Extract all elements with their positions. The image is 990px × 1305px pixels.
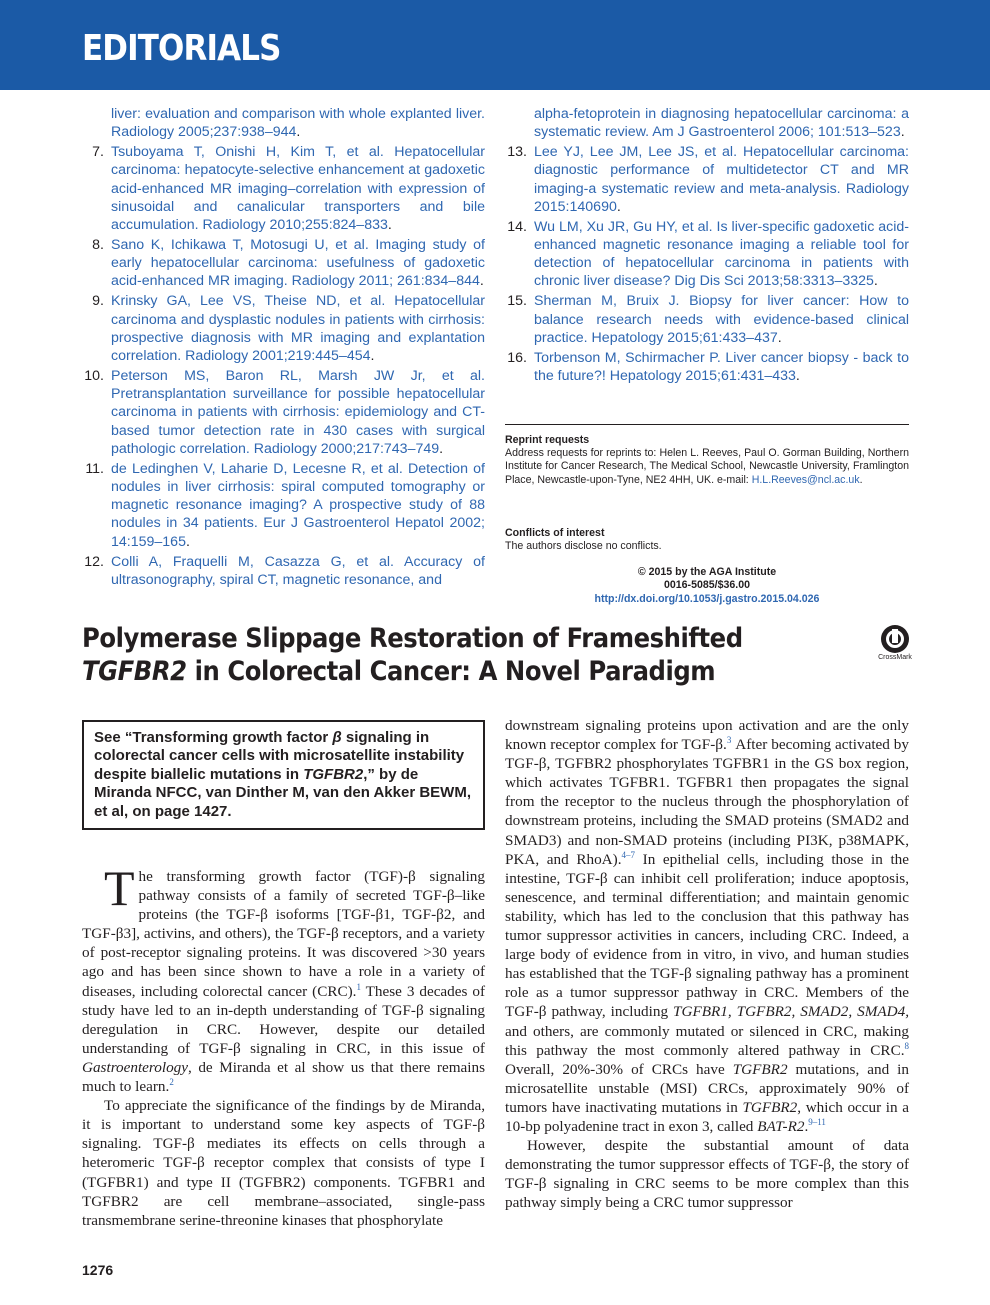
copyright-line: © 2015 by the AGA Institute	[637, 566, 777, 578]
reference-end: .	[900, 124, 905, 141]
reprint-requests	[505, 434, 909, 487]
references-left-column	[82, 105, 485, 591]
reference-item	[505, 143, 909, 216]
crossmark-label: CrossMark	[878, 654, 912, 661]
reference-link[interactable]: Tsuboyama T, Onishi H, Kim T, et al. Hepatocellular carcinoma: hepatocyte-selective enhancement at gadoxetic acid-enhanced MR imaging–correlation with expression of sinusoidal and canalicular transporters and bile accumulation. Radiology 2010;255:824–833	[111, 144, 485, 234]
reference-number: 16.	[507, 349, 527, 366]
header-band	[0, 0, 990, 90]
reference-item	[82, 292, 485, 365]
drop-cap: T	[104, 860, 135, 916]
see-text: ,” by de Miranda NFCC, van Dinther M, van den Akker BEWM, et al, on page 1427.	[94, 765, 471, 820]
reference-item	[82, 143, 485, 234]
citation-link[interactable]: 3	[726, 735, 732, 746]
reference-link[interactable]: Krinsky GA, Lee VS, Theise ND, et al. Hepatocellular carcinoma and dysplastic nodules in patients with cirrhosis: prospective diagnosis with MR imaging and explantation correlation. Radiology 2001;219:445–454	[111, 293, 485, 365]
title-gene: TGFBR2	[82, 656, 187, 687]
body-text: After becoming activated by TGF-β, TGFBR2 phosphorylates TGFBR1 in the GS box region, which activates TGFBR1. TGFBR1 then propagates the signal from the receptor to the nucleus through the phosphorylation of downstream proteins, including the SMAD proteins (SMAD2 and SMAD3) and non-SMAD proteins (including PI3K, p38MAPK, PKA, and RhoA).	[505, 736, 909, 868]
body-text: downstream signaling proteins upon activation and are the only known receptor complex for TGF-β.	[505, 717, 909, 754]
citation-link[interactable]: 1	[356, 981, 361, 992]
reprint-text-block	[505, 447, 909, 487]
journal-name: Gastroenterology	[82, 1058, 189, 1076]
reference-link[interactable]: Torbenson M, Schirmacher P. Liver cancer biopsy - back to the future?! Hepatology 2015;61:431–433	[534, 349, 909, 385]
citation-link[interactable]: 2	[169, 1076, 174, 1087]
reprint-end: .	[859, 473, 863, 486]
reference-number: 7.	[92, 144, 104, 161]
reprint-heading: Reprint requests	[505, 434, 590, 446]
reference-item	[505, 218, 909, 291]
reference-number: 8.	[92, 237, 104, 254]
reference-number: 10.	[84, 368, 104, 385]
reference-text[interactable]: alpha-fetoprotein in diagnosing hepatocellular carcinoma: a systematic review. Am J Gastroenterol 2006; 101:513–523	[534, 106, 909, 141]
reference-item	[82, 460, 485, 551]
title-text: Polymerase Slippage Restoration of Frameshifted	[82, 623, 743, 654]
crossmark-bar	[892, 629, 898, 643]
doi-link[interactable]: http://dx.doi.org/10.1053/j.gastro.2015.04.026	[594, 592, 820, 605]
reference-item	[505, 349, 909, 385]
gene-name: BAT-R2	[757, 1117, 805, 1135]
conflicts-of-interest	[505, 527, 909, 553]
gene-list: TGFBR1, TGFBR2, SMAD2, SMAD4,	[673, 1003, 909, 1021]
reference-end: .	[616, 198, 621, 215]
page-number: 1276	[82, 1262, 114, 1278]
citation-link[interactable]: 8	[904, 1040, 909, 1051]
article-title	[82, 622, 766, 688]
see-text: See “Transforming growth factor	[94, 729, 333, 746]
conflicts-heading: Conflicts of interest	[505, 527, 605, 539]
body-text: , which occur in a 10-bp polyadenine tract in exon 3, called	[505, 1098, 909, 1135]
reference-end: .	[795, 368, 800, 385]
paragraph	[82, 860, 486, 1096]
reference-number: 9.	[92, 293, 104, 310]
reference-link[interactable]: Colli A, Fraquelli M, Casazza G, et al. Accuracy of ultrasonography, spiral CT, magnetic resonance, and	[111, 553, 485, 588]
reference-end: .	[387, 217, 392, 234]
reference-end: .	[777, 329, 782, 346]
section-title: EDITORIALS	[82, 28, 281, 69]
citation-link[interactable]: 9–11	[808, 1116, 826, 1127]
reference-item	[82, 367, 485, 458]
see-also-box[interactable]	[82, 720, 485, 830]
reference-number: 15.	[507, 293, 527, 310]
copyright-block	[505, 566, 909, 606]
reference-end: .	[439, 440, 444, 457]
reference-item	[82, 553, 485, 589]
divider-rule	[505, 424, 909, 425]
paragraph: However, despite the substantial amount of data demonstrating the tumor suppressor effects of TGF-β, the story of TGF-β signaling in CRC seems to be more complex than this pathway simply being a CRC tumor suppressor	[505, 1137, 909, 1212]
reference-end: .	[479, 273, 484, 290]
body-text: , de Miranda et al show us that there remains much to learn.	[82, 1058, 485, 1096]
gene-name: TGFBR2	[742, 1098, 798, 1116]
reference-link[interactable]: Lee YJ, Lee JM, Lee JS, et al. Hepatocellular carcinoma: diagnostic performance of multidetector CT and MR imaging-a systematic review and meta-analysis. Radiology 2015:140690	[534, 144, 909, 215]
citation-link[interactable]: 4–7	[621, 849, 636, 860]
reference-list	[82, 143, 485, 589]
reference-number: 11.	[85, 460, 104, 477]
see-gene: TGFBR2	[303, 765, 364, 783]
reference-number: 12.	[84, 553, 104, 570]
reference-number: 14.	[507, 218, 527, 235]
reference-end: .	[873, 273, 878, 290]
reference-number: 13.	[507, 144, 527, 161]
reference-link[interactable]: Sano K, Ichikawa T, Motosugi U, et al. Imaging study of early hepatocellular carcinoma: usefulness of gadoxetic acid-enhanced MR imaging. Radiology 2011; 261:834–844	[111, 237, 485, 290]
body-text: he transforming growth factor (TGF)-β signaling pathway consists of a family of secreted TGF-β–like proteins (the TGF-β isoforms [TGF-β1, TGF-β2, and TGF-β3], activins, and others), the TGF-β receptors, and a variety of post-receptor signaling proteins. It was discovered >30 years ago and has been since shown to have a role in a variety of diseases, including colorectal cancer (CRC).	[82, 868, 485, 1000]
reference-list	[505, 143, 909, 385]
body-text: These 3 decades of study have led to an in-depth understanding of TGF-β signaling deregulation in CRC. However, despite our detailed understanding of TGF-β signaling in CRC, in this issue of	[82, 982, 486, 1057]
paragraph: To appreciate the significance of the findings by de Miranda, it is important to understand some key aspects of TGF-β signaling. TGF-β mediates its effects on cells through a heteromeric TGF-β receptor complex that consists of type I (TGFBR1) and type II (TGFBR2) components. TGFBR1 and TGFBR2 are cell membrane–associated, single-pass transmembrane serine-threonine kinases that phosphorylate	[82, 1097, 485, 1229]
paragraph	[505, 716, 909, 1136]
reference-link[interactable]: Wu LM, Xu JR, Gu HY, et al. Is liver-specific gadoxetic acid-enhanced magnetic resonance imaging a reliable tool for detection of hepatocellular carcinoma in patients with chronic liver disease? Dig Dis Sci 2013;58:3313–3325	[534, 218, 909, 290]
reference-link[interactable]: Sherman M, Bruix J. Biopsy for liver cancer: How to balance research needs with evidence-based clinical practice. Hepatology 2015;61:433–437	[534, 293, 909, 346]
body-right-column	[505, 716, 909, 1212]
see-text: signaling in colorectal cancer cells with microsatellite instability despite biallelic mutations in	[94, 729, 465, 783]
reference-continuation[interactable]	[82, 105, 485, 141]
references-right-column	[505, 105, 909, 387]
reprint-email-link[interactable]: H.L.Reeves@ncl.ac.uk	[751, 473, 860, 486]
reference-end: .	[370, 348, 375, 365]
reference-link[interactable]: de Ledinghen V, Laharie D, Lecesne R, et al. Detection of nodules in liver cirrhosis: spiral computed tomography or magnetic resonance imaging? A prospective study of 88 nodules in 34 patients. Eur J Gastroenterol Hepatol 2002; 14:159–165	[111, 460, 485, 550]
reference-item	[505, 292, 909, 347]
title-text: in Colorectal Cancer: A Novel Paradigm	[186, 656, 716, 687]
body-text: Overall, 20%-30% of CRCs have	[505, 1060, 733, 1078]
reference-item	[82, 236, 485, 291]
gene-name: TGFBR2	[732, 1060, 788, 1078]
reference-end: .	[296, 124, 301, 141]
reference-text[interactable]: liver: evaluation and comparison with whole explanted liver. Radiology 2005;237:938–944	[111, 106, 485, 141]
issn-line: 0016-5085/$36.00	[663, 579, 750, 592]
reference-end: .	[185, 533, 190, 550]
body-text: mutations, and in microsatellite unstable (MSI) CRCs, approximately 90% of tumors have inactivating mutations in	[505, 1060, 909, 1116]
reference-link[interactable]: Peterson MS, Baron RL, Marsh JW Jr, et al. Pretransplantation surveillance for possible hepatocellular carcinoma in patients with cirrhosis: epidemiology and CT-based tumor detection rate in 430 cases with surgical pathologic correlation. Radiology 2000;217:743–749	[111, 368, 485, 457]
body-text: .	[804, 1117, 809, 1135]
conflicts-text: The authors disclose no conflicts.	[505, 540, 662, 553]
see-beta: β	[332, 729, 342, 746]
body-text: In epithelial cells, including those in the intestine, TGF-β can inhibit cell proliferation; induce apoptosis, senescence, and terminal differentiation; and maintain genomic stability, which has led to the conclusion that this pathway has tumor suppressor activities in cancers, including CRC. Indeed, a large body of evidence from in vitro, in vivo, and human studies has established that the TGF-β signaling pathway has a prominent role as a tumor suppressor pathway in CRC. Members of the TGF-β pathway, including	[505, 850, 909, 1021]
body-left-column	[82, 860, 486, 1230]
crossmark-icon[interactable]	[874, 625, 914, 665]
body-text: and others, are commonly mutated or silenced in CRC, making this pathway the most commonly altered pathway in CRC.	[505, 1022, 909, 1059]
reprint-text: Address requests for reprints to: Helen L. Reeves, Paul O. Gorman Building, Northern Institute for Cancer Research, The Medical School, Newcastle University, Framlington Place, Newcastle-upon-Tyne, NE2 4HH, UK. e-mail:	[505, 447, 909, 486]
reference-continuation[interactable]	[505, 105, 909, 141]
